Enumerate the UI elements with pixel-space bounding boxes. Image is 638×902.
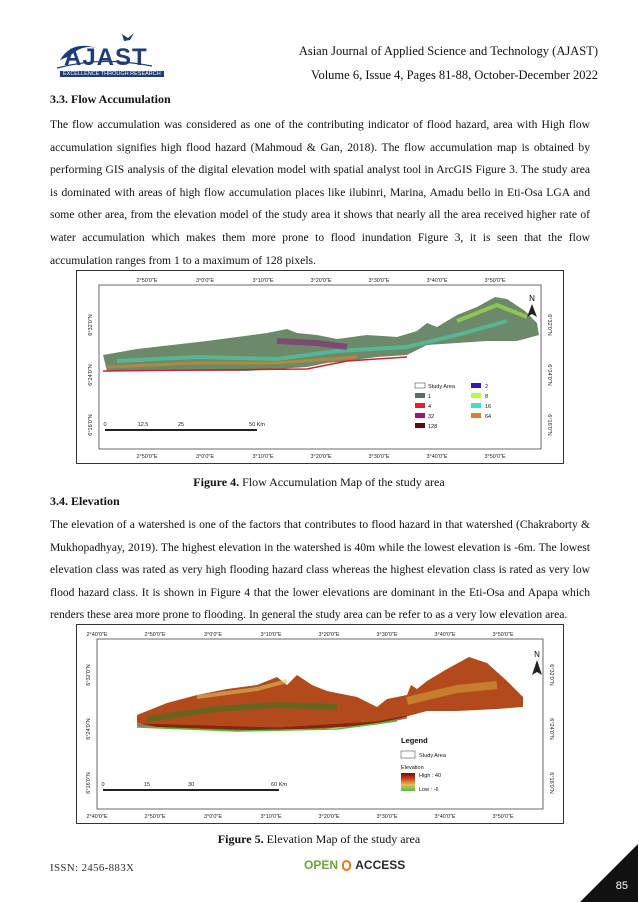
section-heading-flow-accumulation: 3.3. Flow Accumulation: [50, 92, 171, 106]
top-tick-labels: [86, 632, 513, 638]
tick-label: 2°50'0"E: [144, 632, 166, 638]
elevation-ramp: [401, 773, 415, 791]
section-heading-elevation: 3.4. Elevation: [50, 494, 120, 508]
tick-label: 6°32'0"N: [86, 664, 92, 686]
legend-label: 16: [485, 404, 492, 410]
journal-logo: [52, 30, 162, 80]
logo-text: AJAST: [64, 44, 148, 71]
legend-swatch: [415, 413, 425, 418]
legend-label: 64: [485, 414, 492, 420]
tick-label: 2°50'0"E: [136, 454, 158, 460]
svg-text:12.5: 12.5: [137, 422, 149, 428]
legend-low: Low : -6: [419, 787, 439, 793]
top-tick-labels: [136, 278, 505, 284]
tick-label: 3°10'0"E: [260, 814, 282, 820]
legend-label: 8: [485, 394, 489, 400]
tick-label: 6°16'0"N: [86, 772, 92, 794]
bottom-tick-labels: [136, 454, 505, 460]
svg-text:15: 15: [143, 782, 151, 788]
caption-label: Figure 5.: [217, 832, 264, 846]
tick-label: 6°24'0"N: [88, 364, 94, 386]
svg-text:50 Km: 50 Km: [249, 422, 265, 428]
legend-swatch: [415, 403, 425, 408]
figure-4-caption: [0, 475, 638, 490]
tick-label: 6°16'0"N: [548, 772, 554, 794]
caption-label: Figure 4.: [193, 475, 240, 489]
paragraph-flow-accumulation: The flow accumulation was considered as one of the contributing indicator of flood hazard, area with High flow accumulation signifies high flood hazard (Mahmoud & Gan, 2018). The flow accumulation map is obtained by performing GIS analysis of the digital elevation model with spatial analyst tool in ArcGIS Figure 3. The study area is dominated with areas of high flow accumulation places like ilubinri, Marina, Amadu bello in Eti-Osa LGA and some other area, from the elevation model of the study area it shows that nearly all the area received higher rate of water accumulation which makes them more prone to flood inundation Figure 3, it is seen that the flow accumulation ranges from 1 to a maximum of 128 pixels.: [50, 118, 590, 267]
journal-name: Asian Journal of Applied Science and Technology (AJAST): [298, 44, 598, 58]
tick-label: 6°32'0"N: [546, 314, 552, 336]
legend-title: Legend: [401, 736, 428, 745]
paragraph-elevation: The elevation of a watershed is one of the factors that contributes to flood hazard in that watershed (Chakraborty & Mukhopadhyay, 2019). The highest elevation in the watershed is 40m while the lowest elevation is -6m. The lowest elevation class was rated as very high flooding hazard class whereas the highest elevation class is rated as very low flood hazard class. It is shown in Figure 4 that the lower elevations are dominant in the Eti-Osa and Apapa which renders these area more prone to flooding. In general the study area can be refer to as a very low elevation area.: [50, 518, 590, 622]
figure-5-caption: [0, 832, 638, 847]
legend-label: 1: [428, 394, 432, 400]
legend-label: 128: [428, 424, 438, 430]
bottom-tick-labels: [86, 814, 513, 820]
tick-label: 3°0'0"E: [203, 632, 223, 638]
tick-label: 3°0'0"E: [195, 454, 215, 460]
svg-text:0: 0: [101, 782, 105, 788]
tick-label: 6°32'0"N: [548, 664, 554, 686]
tick-label: 3°20'0"E: [310, 278, 332, 284]
tick-label: 3°40'0"E: [434, 632, 456, 638]
tick-label: 3°10'0"E: [252, 278, 274, 284]
tick-label: 3°40'0"E: [426, 278, 448, 284]
tick-label: 3°30'0"E: [376, 632, 398, 638]
tick-label: 3°20'0"E: [318, 814, 340, 820]
svg-text:N: N: [534, 650, 540, 659]
legend-swatch: [471, 383, 481, 388]
tick-label: 6°16'0"N: [88, 414, 94, 436]
tick-label: 6°32'0"N: [88, 314, 94, 336]
legend-label: Elevation: [401, 765, 424, 771]
open-access-badge: [304, 858, 405, 872]
legend-swatch-study-area: [401, 751, 415, 758]
svg-text:25: 25: [177, 422, 185, 428]
tick-label: 3°50'0"E: [492, 814, 514, 820]
open-access-open: OPEN: [304, 858, 339, 872]
tick-label: 3°30'0"E: [368, 278, 390, 284]
tick-label: 3°0'0"E: [195, 278, 215, 284]
open-access-access: ACCESS: [355, 858, 406, 872]
tick-label: 3°50'0"E: [484, 278, 506, 284]
svg-text:30: 30: [187, 782, 195, 788]
caption-text: Flow Accumulation Map of the study area: [239, 475, 445, 489]
svg-text:60 Km: 60 Km: [271, 782, 287, 788]
tick-label: 3°40'0"E: [434, 814, 456, 820]
tick-label: 6°24'0"N: [548, 718, 554, 740]
legend-label: Study Area: [419, 753, 446, 759]
tick-label: 3°50'0"E: [492, 632, 514, 638]
tick-label: 3°30'0"E: [368, 454, 390, 460]
left-tick-labels: [88, 314, 94, 435]
tick-label: 3°30'0"E: [376, 814, 398, 820]
tick-label: 6°16'0"N: [546, 414, 552, 436]
issue-info: Volume 6, Issue 4, Pages 81-88, October-December 2022: [311, 68, 598, 82]
tick-label: 3°20'0"E: [318, 632, 340, 638]
tick-label: 3°40'0"E: [426, 454, 448, 460]
tick-label: 2°50'0"E: [144, 814, 166, 820]
figure-5-map: [76, 624, 564, 824]
left-tick-labels: [86, 664, 92, 793]
tick-label: 2°50'0"E: [136, 278, 158, 284]
legend-swatch: [415, 393, 425, 398]
legend-label: Study Area: [428, 384, 455, 390]
tick-label: 3°50'0"E: [484, 454, 506, 460]
figure-4-map: [76, 270, 564, 464]
svg-text:0: 0: [103, 422, 107, 428]
legend-label: 32: [428, 414, 435, 420]
right-tick-labels: [548, 664, 554, 793]
right-tick-labels: [546, 314, 552, 435]
tick-label: 6°24'0"N: [546, 364, 552, 386]
legend-label: 2: [485, 384, 489, 390]
legend-swatch-study-area: [415, 383, 425, 388]
legend-swatch: [471, 413, 481, 418]
tick-label: 2°40'0"E: [86, 814, 108, 820]
legend-label: 4: [428, 404, 432, 410]
legend-swatch: [471, 403, 481, 408]
tick-label: 6°24'0"N: [86, 718, 92, 740]
logo-tagline: EXCELLENCE THROUGH RESEARCH: [60, 71, 164, 77]
page-number: 85: [615, 880, 628, 892]
legend-swatch: [415, 423, 425, 428]
open-access-lock-icon: [342, 860, 351, 871]
page-corner-triangle: [580, 844, 638, 902]
svg-text:N: N: [529, 294, 535, 303]
tick-label: 3°10'0"E: [252, 454, 274, 460]
tick-label: 3°10'0"E: [260, 632, 282, 638]
footer-issn: ISSN: 2456-883X: [50, 862, 135, 874]
tick-label: 3°0'0"E: [203, 814, 223, 820]
tick-label: 2°40'0"E: [86, 632, 108, 638]
tick-label: 3°20'0"E: [310, 454, 332, 460]
caption-text: Elevation Map of the study area: [263, 832, 421, 846]
legend-high: High : 40: [419, 773, 442, 779]
legend-swatch: [471, 393, 481, 398]
